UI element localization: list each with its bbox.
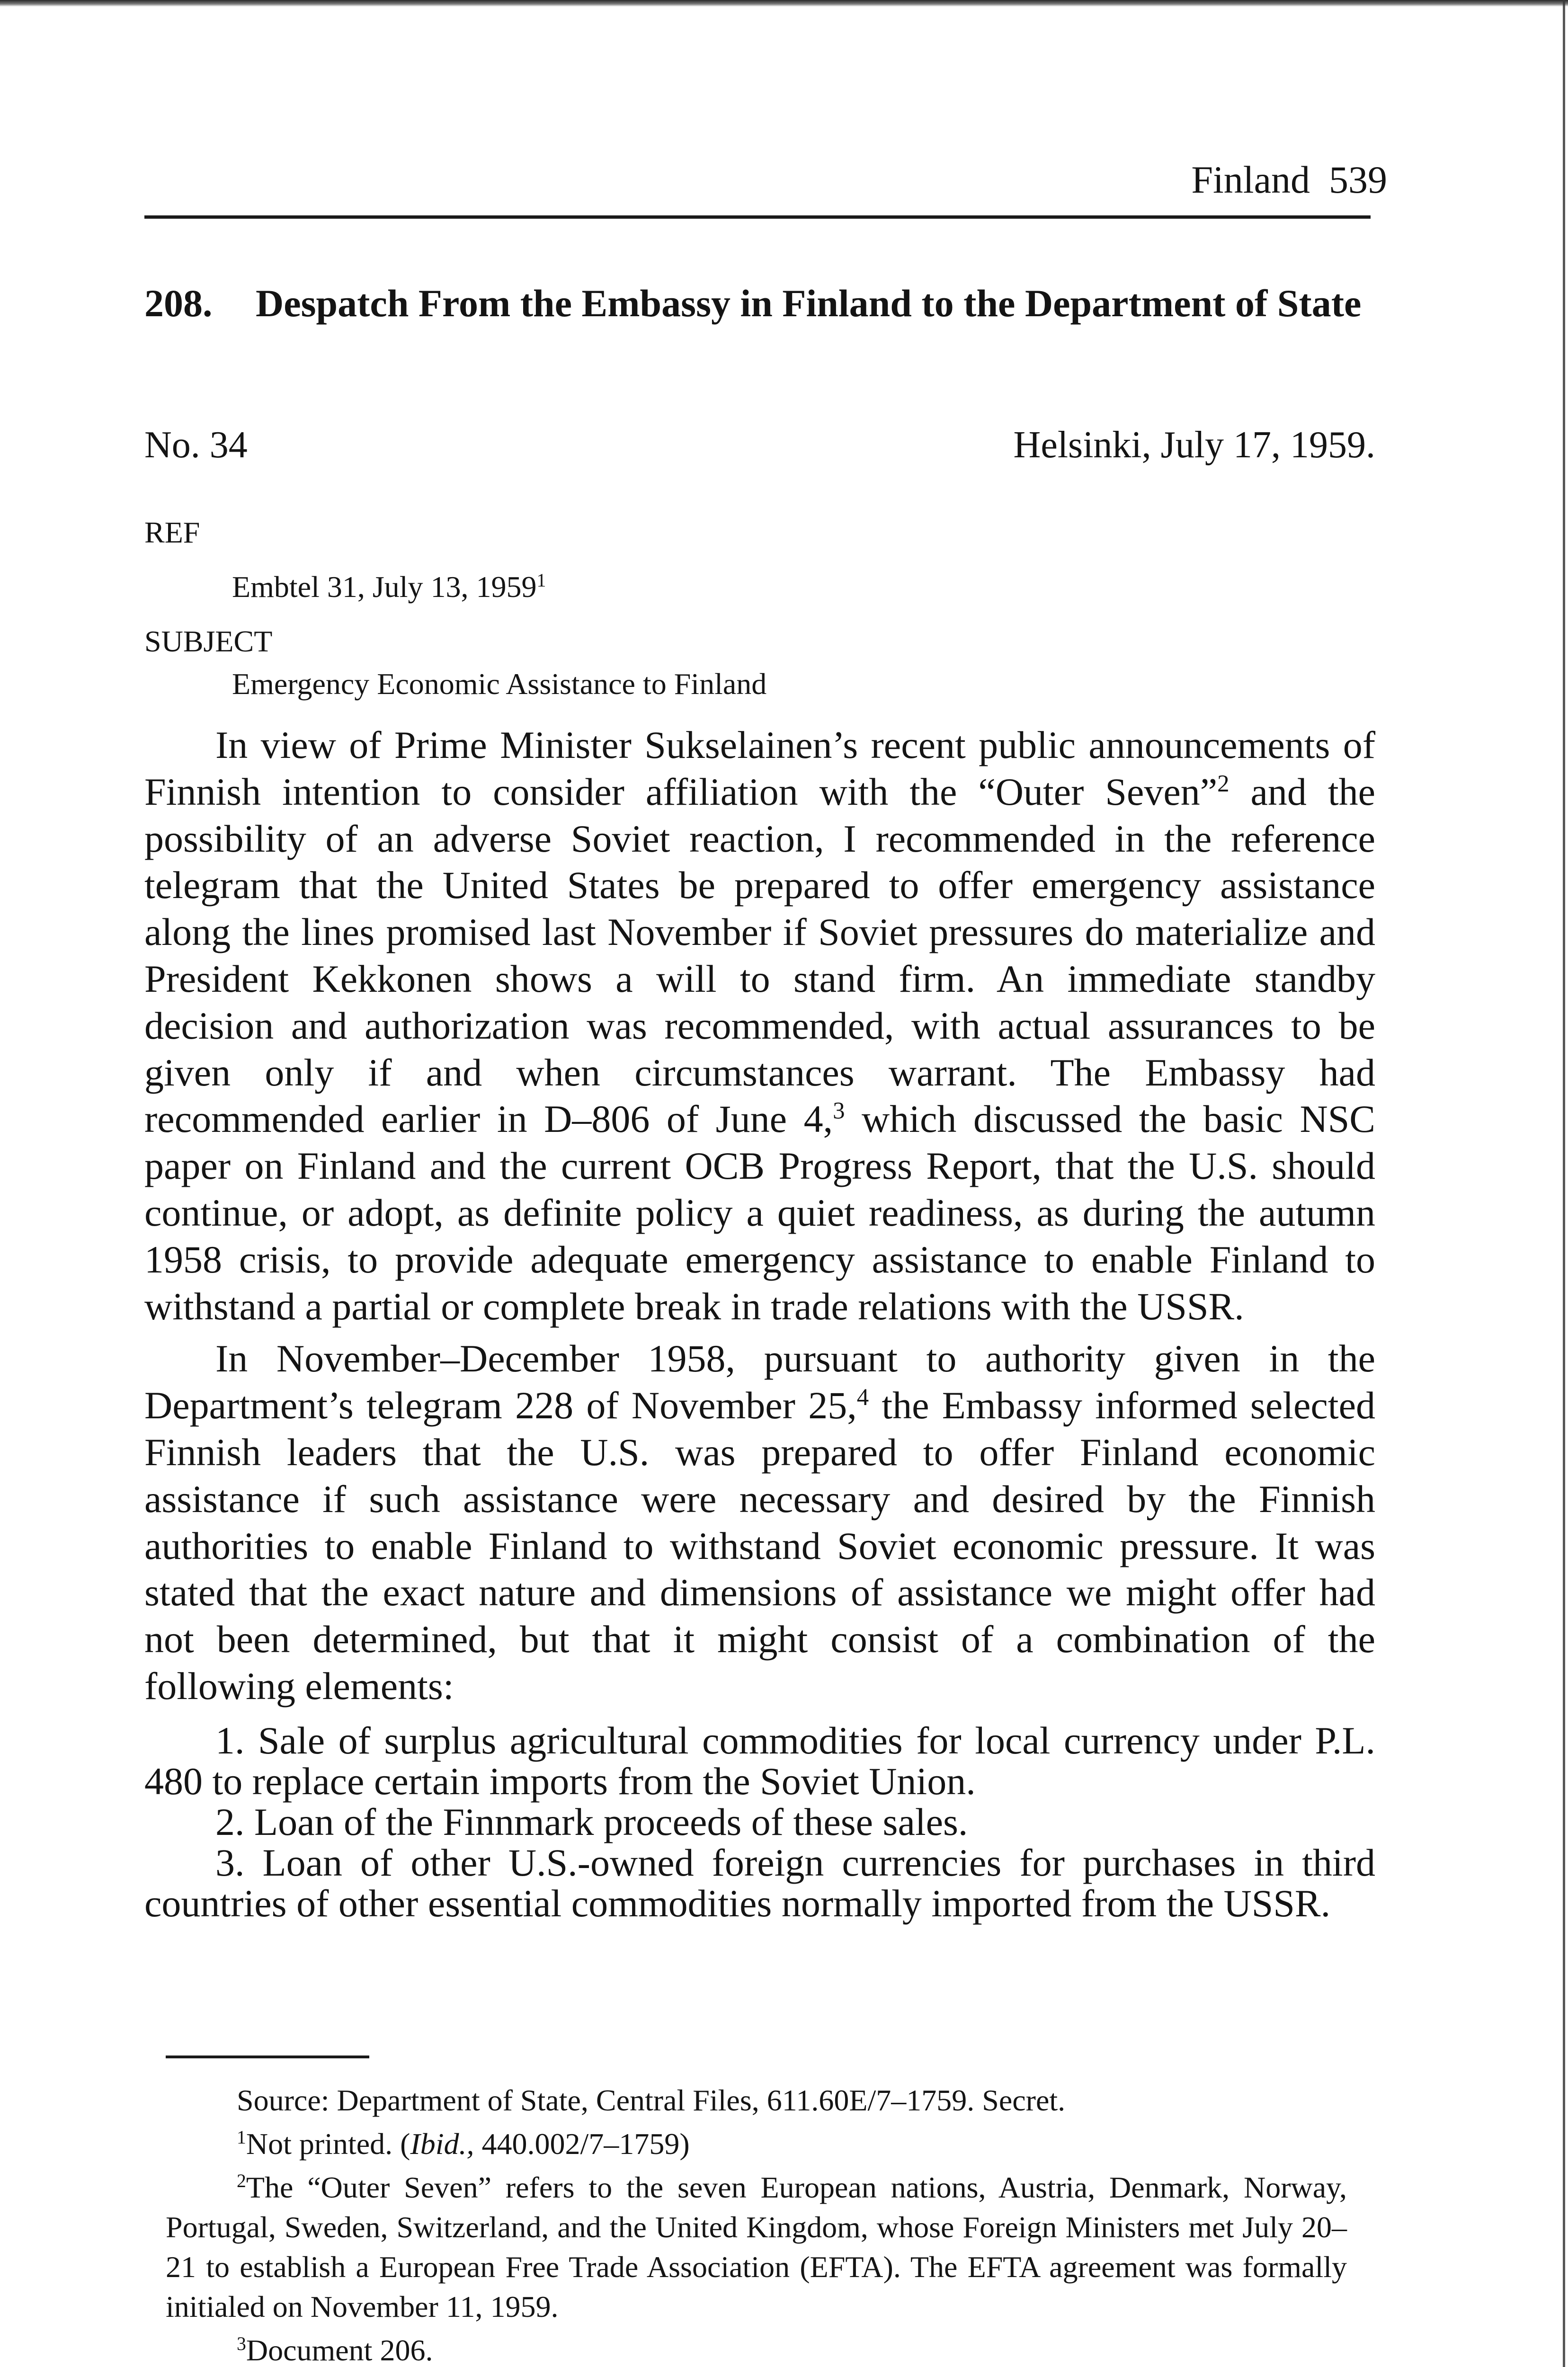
footnote-mark: 2 <box>237 2171 246 2192</box>
source-note: Source: Department of State, Central Files, 611.60E/7–1759. Secret. <box>237 2083 1066 2117</box>
footnote-text: The “Outer Seven” refers to the seven European nations, Austria, Denmark, Norway, Portugal, Sweden, Switzerland, and the United Kingdom, whose Foreign Ministers met July 20–21 to establish a European Free Trade Association (EFTA). The EFTA agreement was formally initialed on November 11, 1959. <box>166 2171 1347 2323</box>
scan-edge-right <box>1563 0 1565 2367</box>
despatch-number: No. 34 <box>144 424 248 466</box>
place-date: Helsinki, July 17, 1959. <box>1013 424 1375 466</box>
scan-edge-top <box>0 0 1568 7</box>
footnote-ref: 4 <box>856 1384 869 1411</box>
paragraph-text: In November–December 1958, pursuant to authority given in the Department’s telegram 228 of November 25, <box>144 1337 1375 1427</box>
footnote-3 <box>166 2331 1347 2367</box>
paragraph-text: and the possibility of an adverse Soviet reaction, I recommended in the reference telegram that the United States be prepared to offer emergency assistance along the lines promised last November if Soviet pressures do materialize and President Kekkonen shows a will to stand firm. An immediate standby decision and authorization was recommended, with actual assurances to be given only if and when circumstances warrant. The Embassy had recommended earlier in D–806 of June 4, <box>144 770 1375 1141</box>
list-item: 1. Sale of surplus agricultural commodities for local currency under P.L. 480 to replace certain imports from the Soviet Union. <box>144 1718 1375 1803</box>
footnote-1 <box>166 2124 1347 2164</box>
header-rule <box>144 215 1371 219</box>
footnote-ref: 1 <box>536 570 546 591</box>
footnote-ref: 2 <box>1217 770 1229 797</box>
page-number: 539 <box>1329 158 1387 201</box>
footnotes <box>166 2081 1347 2367</box>
document-title: Despatch From the Embassy in Finland to the Department of State <box>256 282 1362 325</box>
footnote-ref: 3 <box>833 1097 845 1124</box>
list-item: 3. Loan of other U.S.-owned foreign currencies for purchases in third countries of other essential commodities normally imported from the USSR. <box>144 1841 1375 1925</box>
footnote-text: Document 206. <box>246 2333 433 2367</box>
running-title: Finland <box>1191 158 1310 201</box>
footnote-2 <box>166 2168 1347 2327</box>
footnote-ibid: Ibid., <box>410 2127 474 2161</box>
list-item: 2. Loan of the Finnmark proceeds of these sales. <box>215 1800 968 1843</box>
ref-text: Embtel 31, July 13, 1959 <box>232 570 537 604</box>
footnote-mark: 1 <box>237 2127 246 2148</box>
paragraph-text: which discussed the basic NSC paper on Finland and the current OCB Progress Report, that the U.S. should continue, or adopt, as definite policy a quiet readiness, as during the autumn 1958 crisis, to provide adequate emergency assistance to enable Finland to withstand a partial or complete break in trade relations with the USSR. <box>144 1097 1375 1328</box>
footnote-rule <box>166 2056 369 2058</box>
document-number: 208. <box>144 282 213 325</box>
paragraph-2 <box>144 1335 1375 1709</box>
footnote-mark: 3 <box>237 2333 246 2355</box>
paragraph-text: In view of Prime Minister Sukselainen’s recent public announcements of Finnish intention to consider affiliation with the “Outer Seven” <box>144 723 1375 813</box>
paragraph-1 <box>144 722 1375 1330</box>
footnote-text: 440.002/7–1759) <box>474 2127 690 2161</box>
footnote-text: Not printed. ( <box>246 2127 410 2161</box>
running-head <box>1191 156 1387 204</box>
assistance-elements-list <box>144 1720 1375 1924</box>
document-heading <box>144 275 1375 332</box>
subject-value: Emergency Economic Assistance to Finland <box>232 667 767 701</box>
body-text <box>144 722 1375 1924</box>
ref-label: REF <box>144 516 200 549</box>
ref-value <box>232 566 546 608</box>
subject-label: SUBJECT <box>144 624 273 658</box>
paragraph-text: the Embassy informed selected Finnish leaders that the U.S. was prepared to offer Finland economic assistance if such assistance were necessary and desired by the Finnish authorities to enable Finland to withstand Soviet economic pressure. It was stated that the exact nature and dimensions of assistance we might offer had not been determined, but that it might consist of a combination of the following elements: <box>144 1384 1375 1708</box>
